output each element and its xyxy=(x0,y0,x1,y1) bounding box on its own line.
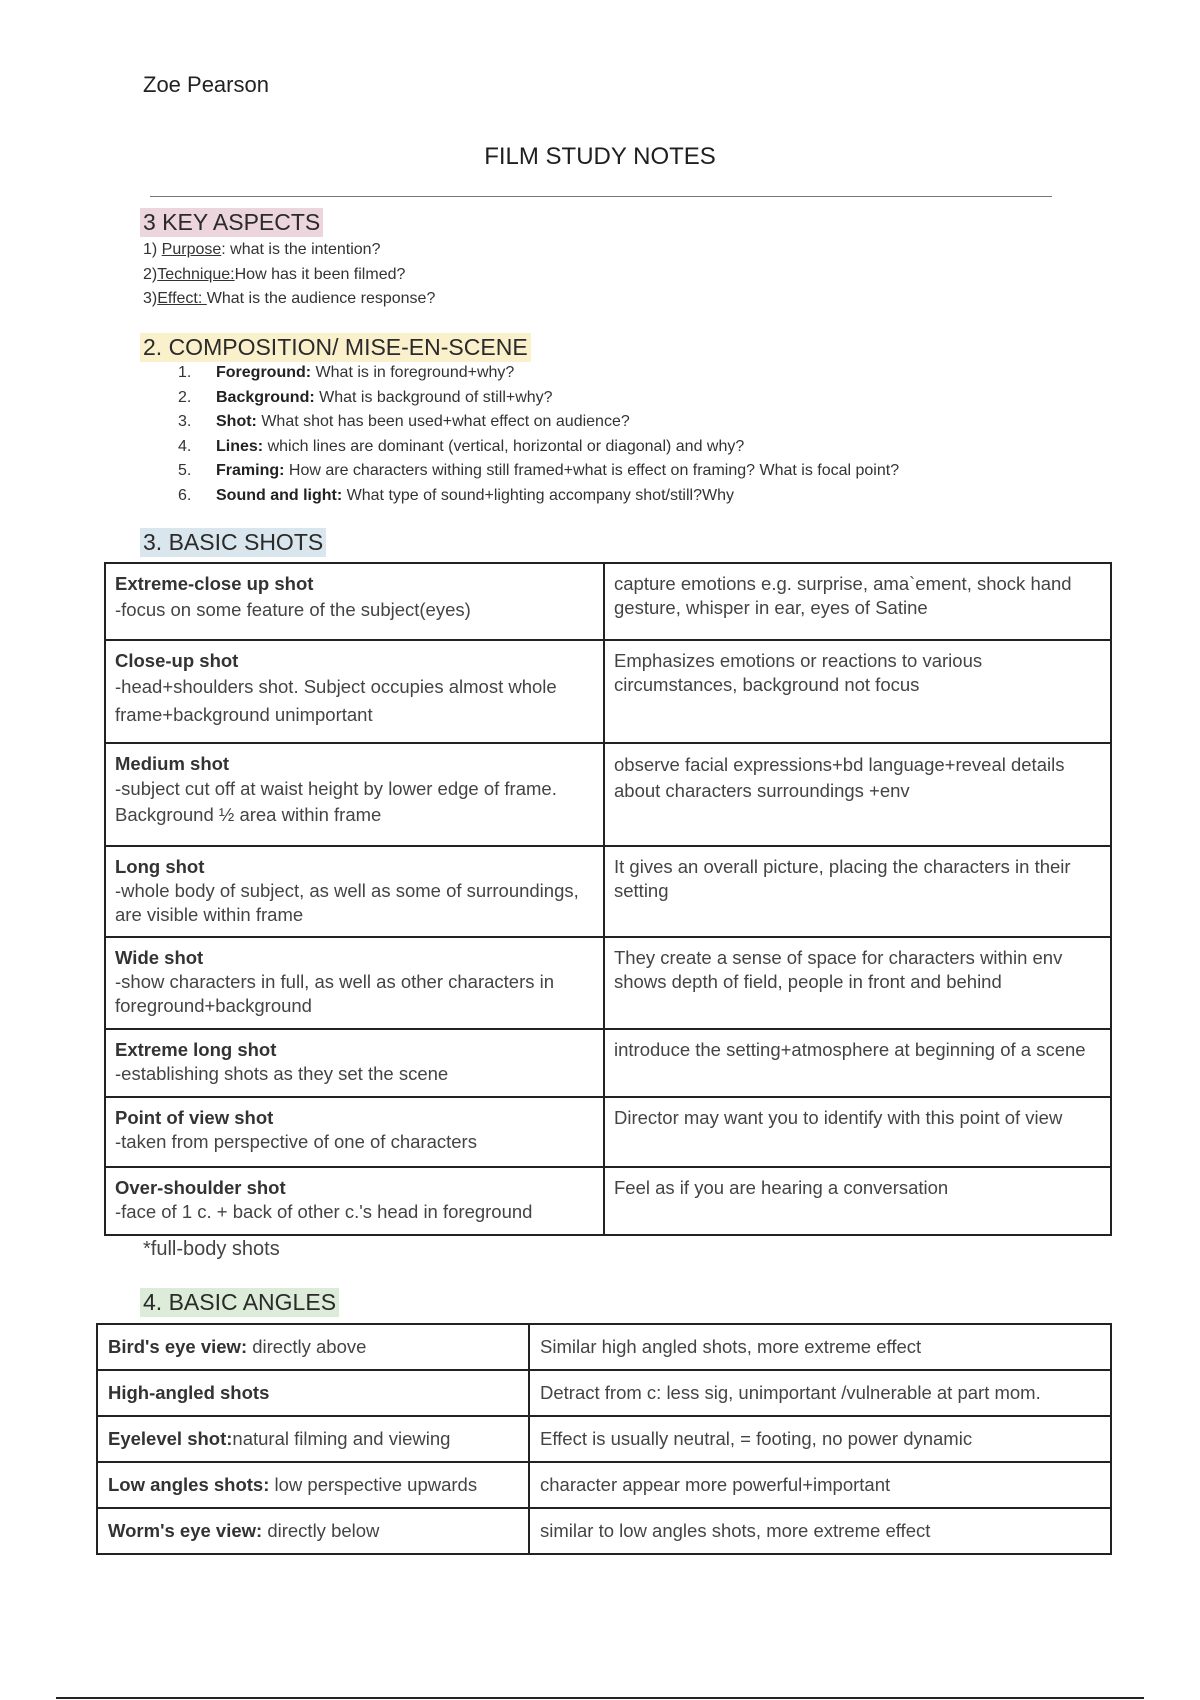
shot-effect: They create a sense of space for characters within env shows depth of field, people in front and behind xyxy=(604,937,1111,1029)
item-text: What shot has been used+what effect on audience? xyxy=(256,413,630,431)
key-aspect-item xyxy=(143,287,435,312)
shots-footnote: *full-body shots xyxy=(143,1238,280,1260)
table-row xyxy=(105,563,1111,640)
shot-cell xyxy=(105,937,604,1029)
shot-effect: Emphasizes emotions or reactions to various circumstances, background not focus xyxy=(604,640,1111,743)
composition-heading-text: 2. COMPOSITION/ MISE-EN-SCENE xyxy=(140,333,531,362)
basic-angles-table xyxy=(96,1323,1112,1555)
shot-name: Long shot xyxy=(115,856,205,877)
shot-desc: -whole body of subject, as well as some of surroundings, are visible within frame xyxy=(115,880,579,925)
shot-name: Medium shot xyxy=(115,753,230,774)
item-text: What type of sound+lighting accompany shot/still?Why xyxy=(342,486,734,504)
shot-desc: -focus on some feature of the subject(eyes) xyxy=(115,599,471,620)
item-term: Lines: xyxy=(216,437,264,455)
angle-desc: directly below xyxy=(262,1520,380,1541)
angle-effect: Detract from c: less sig, unimportant /vulnerable at part mom. xyxy=(529,1370,1111,1416)
angle-desc: directly above xyxy=(247,1336,367,1357)
table-row xyxy=(105,640,1111,743)
shot-cell xyxy=(105,1167,604,1235)
item-text: What is in foreground+why? xyxy=(311,364,515,381)
shot-effect: capture emotions e.g. surprise, ama`ement, shock hand gesture, whisper in ear, eyes of Satine xyxy=(604,563,1111,640)
shot-effect: Feel as if you are hearing a conversation xyxy=(604,1167,1111,1235)
aspect-text: What is the audience response? xyxy=(206,290,436,307)
table-row xyxy=(105,846,1111,937)
shot-desc: -show characters in full, as well as other characters in foreground+background xyxy=(115,971,555,1016)
aspect-term: Purpose xyxy=(161,241,222,258)
basic-angles-heading-text: 4. BASIC ANGLES xyxy=(140,1288,339,1317)
angle-name: Eyelevel shot: xyxy=(108,1428,233,1449)
page-title: FILM STUDY NOTES xyxy=(484,143,716,170)
shot-cell xyxy=(105,1097,604,1167)
shot-desc: -establishing shots as they set the scene xyxy=(115,1063,449,1084)
composition-item xyxy=(178,459,899,484)
title-divider xyxy=(150,196,1052,197)
angle-cell xyxy=(97,1508,529,1554)
shot-name: Over-shoulder shot xyxy=(115,1177,286,1198)
basic-shots-table xyxy=(104,562,1112,1236)
angle-name: Low angles shots: xyxy=(108,1474,270,1495)
aspect-text: : what is the intention? xyxy=(221,241,381,258)
item-term: Sound and light: xyxy=(216,486,343,504)
item-term: Background: xyxy=(216,388,315,406)
composition-item xyxy=(178,435,899,460)
table-row xyxy=(105,1097,1111,1167)
shot-cell xyxy=(105,846,604,937)
item-term: Foreground: xyxy=(216,364,312,381)
item-number: 3. xyxy=(178,413,192,431)
angle-name: High-angled shots xyxy=(108,1382,270,1403)
shot-cell xyxy=(105,640,604,743)
key-aspect-item xyxy=(143,238,435,263)
angle-cell xyxy=(97,1416,529,1462)
page-bottom-divider xyxy=(56,1697,1144,1699)
shot-effect: Director may want you to identify with this point of view xyxy=(604,1097,1111,1167)
composition-item xyxy=(178,386,899,411)
aspect-prefix: 2) xyxy=(143,265,158,283)
aspect-prefix: 3) xyxy=(143,290,158,307)
item-term: Framing: xyxy=(216,462,285,480)
item-text: How are characters withing still framed+what is effect on framing? What is focal point? xyxy=(284,462,900,480)
aspect-prefix: 1) xyxy=(143,241,162,258)
item-text: which lines are dominant (vertical, horizontal or diagonal) and why? xyxy=(263,437,745,455)
shot-name: Extreme long shot xyxy=(115,1039,277,1060)
table-row xyxy=(105,1029,1111,1097)
table-row xyxy=(105,937,1111,1029)
author-name: Zoe Pearson xyxy=(143,72,269,97)
angle-cell xyxy=(97,1324,529,1370)
angle-effect: similar to low angles shots, more extreme effect xyxy=(529,1508,1111,1554)
key-aspects-heading-text: 3 KEY ASPECTS xyxy=(140,208,323,237)
composition-list xyxy=(178,361,899,509)
shot-cell xyxy=(105,743,604,846)
key-aspects-heading xyxy=(140,208,323,237)
angle-name: Bird's eye view: xyxy=(108,1336,248,1357)
shot-name: Close-up shot xyxy=(115,650,239,671)
basic-shots-heading-text: 3. BASIC SHOTS xyxy=(140,528,326,557)
aspect-term: Technique: xyxy=(157,265,235,283)
item-text: What is background of still+why? xyxy=(314,388,553,406)
angle-desc: natural filming and viewing xyxy=(232,1428,451,1449)
item-number: 2. xyxy=(178,388,192,406)
shot-effect: introduce the setting+atmosphere at beginning of a scene xyxy=(604,1029,1111,1097)
angle-effect: Effect is usually neutral, = footing, no power dynamic xyxy=(529,1416,1111,1462)
aspect-term: Effect: xyxy=(157,290,207,307)
shot-name: Extreme-close up shot xyxy=(115,573,314,594)
angle-cell xyxy=(97,1462,529,1508)
shot-cell xyxy=(105,1029,604,1097)
shot-desc: -face of 1 c. + back of other c.'s head in foreground xyxy=(115,1201,533,1222)
angle-effect: character appear more powerful+important xyxy=(529,1462,1111,1508)
shot-desc: -head+shoulders shot. Subject occupies almost whole frame+background unimportant xyxy=(115,676,557,725)
item-number: 1. xyxy=(178,364,192,381)
table-row xyxy=(97,1370,1111,1416)
composition-item xyxy=(178,484,899,509)
composition-item xyxy=(178,410,899,435)
angle-desc: low perspective upwards xyxy=(269,1474,478,1495)
item-number: 6. xyxy=(178,486,192,504)
table-row xyxy=(105,1167,1111,1235)
composition-heading xyxy=(140,333,531,362)
key-aspects-list xyxy=(143,238,435,312)
angle-effect: Similar high angled shots, more extreme effect xyxy=(529,1324,1111,1370)
shot-name: Wide shot xyxy=(115,947,204,968)
shot-desc: -taken from perspective of one of characters xyxy=(115,1131,477,1152)
table-row xyxy=(97,1508,1111,1554)
shot-effect: It gives an overall picture, placing the characters in their setting xyxy=(604,846,1111,937)
item-term: Shot: xyxy=(216,413,257,431)
shot-name: Point of view shot xyxy=(115,1107,274,1128)
basic-angles-heading xyxy=(140,1288,339,1317)
shot-cell xyxy=(105,563,604,640)
table-row xyxy=(97,1416,1111,1462)
shot-desc: -subject cut off at waist height by lower edge of frame. Background ½ area within frame xyxy=(115,778,557,825)
aspect-text: How has it been filmed? xyxy=(234,265,406,283)
shot-effect: observe facial expressions+bd language+reveal details about characters surroundings +env xyxy=(604,743,1111,846)
key-aspect-item xyxy=(143,263,435,288)
angle-name: Worm's eye view: xyxy=(108,1520,263,1541)
table-row xyxy=(97,1324,1111,1370)
item-number: 4. xyxy=(178,437,192,455)
table-row xyxy=(97,1462,1111,1508)
composition-item xyxy=(178,361,899,386)
angle-cell xyxy=(97,1370,529,1416)
item-number: 5. xyxy=(178,462,192,480)
table-row xyxy=(105,743,1111,846)
basic-shots-heading xyxy=(140,528,326,557)
